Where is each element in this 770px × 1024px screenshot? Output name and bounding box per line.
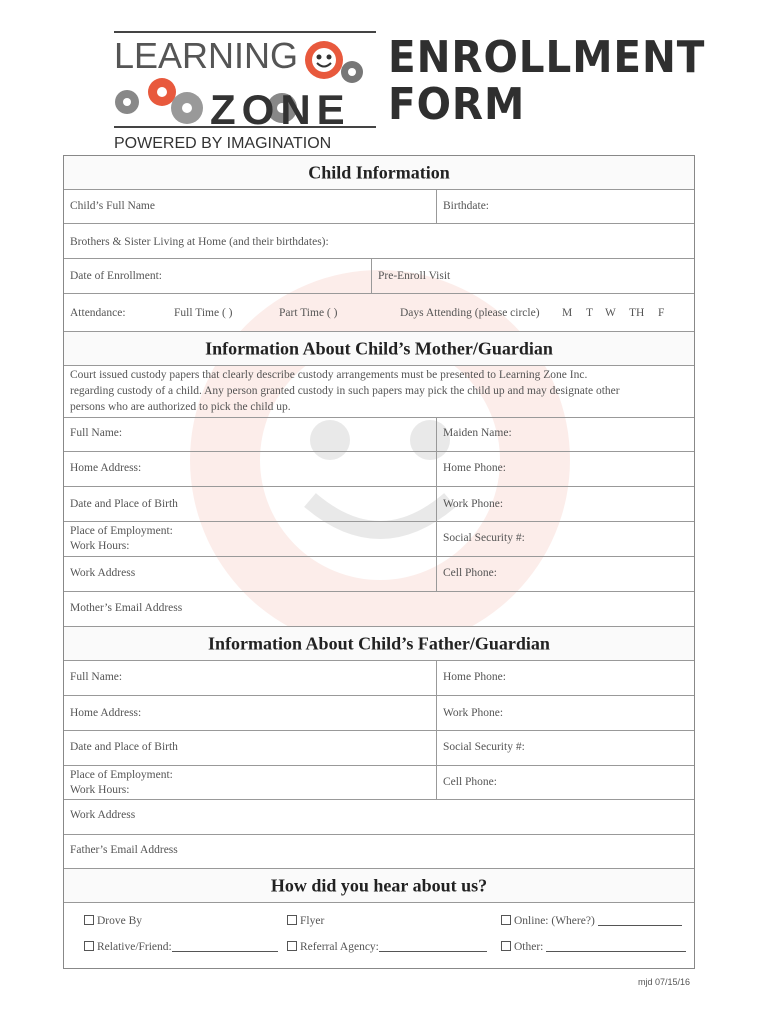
- maiden-name-field[interactable]: Maiden Name:: [443, 427, 512, 439]
- child-name-row: [64, 190, 694, 224]
- hear-section-title: How did you hear about us?: [270, 875, 488, 895]
- full-time-option[interactable]: Full Time ( ): [174, 307, 233, 319]
- father-email-row: [64, 835, 694, 869]
- relative-checkbox[interactable]: Relative/Friend:: [84, 941, 278, 953]
- siblings-field[interactable]: Brothers & Sister Living at Home (and their birthdates):: [70, 236, 329, 248]
- mother-employment-field[interactable]: Place of Employment:: [70, 525, 173, 537]
- enrollment-date-field[interactable]: Date of Enrollment:: [70, 270, 162, 282]
- mother-work-address-row: [64, 557, 694, 592]
- mother-email-row: [64, 592, 694, 627]
- father-name-row: [64, 661, 694, 696]
- checkbox-icon: [501, 915, 511, 925]
- birthdate-field[interactable]: Birthdate:: [443, 200, 489, 212]
- siblings-row: [64, 224, 694, 259]
- mother-full-name-field[interactable]: Full Name:: [70, 427, 123, 439]
- checkbox-icon: [84, 915, 94, 925]
- father-work-address-row: [64, 800, 694, 835]
- divider: [436, 731, 437, 765]
- mother-work-hours-field[interactable]: Work Hours:: [70, 540, 130, 552]
- child-section-header: [64, 156, 694, 190]
- divider: [436, 418, 437, 451]
- father-address-row: [64, 696, 694, 731]
- logo-tagline: POWERED BY IMAGINATION: [114, 135, 332, 152]
- day-option[interactable]: M: [562, 307, 573, 319]
- divider: [436, 661, 437, 695]
- father-employment-field[interactable]: Place of Employment:: [70, 769, 173, 781]
- father-employment-row: [64, 766, 694, 800]
- pre-enroll-field[interactable]: Pre-Enroll Visit: [378, 270, 451, 282]
- form-title-line2: FORM: [388, 79, 526, 130]
- part-time-option[interactable]: Part Time ( ): [279, 307, 338, 319]
- mother-section-title: Information About Child’s Mother/Guardian: [205, 338, 553, 358]
- mother-work-address-field[interactable]: Work Address: [70, 567, 136, 579]
- mother-birth-field[interactable]: Date and Place of Birth: [70, 498, 178, 510]
- checkbox-icon: [501, 941, 511, 951]
- days-attending-label: Days Attending (please circle): [400, 307, 540, 319]
- mother-section-header: [64, 332, 694, 366]
- notice-line: regarding custody of a child. Any person granted custody in such papers may pick the child up and may designate other: [70, 385, 620, 397]
- divider: [436, 766, 437, 799]
- hear-options: [64, 903, 694, 968]
- father-work-hours-field[interactable]: Work Hours:: [70, 784, 130, 796]
- mother-home-phone-field[interactable]: Home Phone:: [443, 462, 506, 474]
- divider: [436, 696, 437, 730]
- mother-birth-row: [64, 487, 694, 522]
- mother-name-row: [64, 418, 694, 452]
- day-option[interactable]: W: [605, 307, 616, 319]
- day-option[interactable]: T: [586, 307, 594, 319]
- notice-line: Court issued custody papers that clearly describe custody arrangements must be presented to Learning Zone Inc.: [70, 369, 588, 381]
- divider: [436, 522, 437, 556]
- logo-line2: ZONE: [210, 86, 351, 133]
- notice-line: persons who are authorized to pick the child up.: [70, 401, 291, 413]
- child-section-title: Child Information: [308, 162, 450, 182]
- divider: [436, 190, 437, 223]
- divider: [436, 452, 437, 486]
- small-gear-icon: [341, 61, 363, 83]
- checkbox-icon: [287, 915, 297, 925]
- mother-home-address-field[interactable]: Home Address:: [70, 462, 142, 474]
- father-ssn-field[interactable]: Social Security #:: [443, 741, 525, 753]
- father-home-phone-field[interactable]: Home Phone:: [443, 671, 506, 683]
- mother-address-row: [64, 452, 694, 487]
- father-full-name-field[interactable]: Full Name:: [70, 671, 123, 683]
- divider: [436, 557, 437, 591]
- divider: [371, 259, 372, 293]
- father-work-phone-field[interactable]: Work Phone:: [443, 707, 504, 719]
- hear-section-header: [64, 869, 694, 903]
- mother-work-phone-field[interactable]: Work Phone:: [443, 498, 504, 510]
- mother-ssn-field[interactable]: Social Security #:: [443, 532, 525, 544]
- form-title: [388, 34, 705, 128]
- footer-code: mjd 07/15/16: [638, 977, 691, 987]
- mother-email-field[interactable]: Mother’s Email Address: [70, 602, 183, 614]
- referral-checkbox[interactable]: Referral Agency:: [287, 941, 487, 953]
- day-option[interactable]: F: [658, 307, 665, 319]
- online-checkbox[interactable]: Online: (Where?): [501, 915, 682, 927]
- child-full-name-field[interactable]: Child’s Full Name: [70, 200, 155, 212]
- father-birth-row: [64, 731, 694, 766]
- checkbox-icon: [287, 941, 297, 951]
- mother-cell-phone-field[interactable]: Cell Phone:: [443, 567, 497, 579]
- enrollment-row: [64, 259, 694, 294]
- enrollment-form-table: [63, 155, 695, 969]
- other-checkbox[interactable]: Other:: [501, 941, 686, 953]
- logo-line1: LEARNING: [114, 35, 299, 76]
- mother-employment-row: [64, 522, 694, 557]
- form-title-line1: ENROLLMENT: [388, 32, 706, 83]
- learning-zone-logo: [112, 30, 380, 152]
- father-birth-field[interactable]: Date and Place of Birth: [70, 741, 178, 753]
- father-home-address-field[interactable]: Home Address:: [70, 707, 142, 719]
- father-cell-phone-field[interactable]: Cell Phone:: [443, 776, 497, 788]
- smiley-gear-icon: [305, 41, 343, 79]
- father-section-title: Information About Child’s Father/Guardian: [208, 633, 550, 653]
- custody-notice: [64, 366, 694, 418]
- flyer-checkbox[interactable]: Flyer: [287, 915, 324, 927]
- checkbox-icon: [84, 941, 94, 951]
- divider: [436, 487, 437, 521]
- father-email-field[interactable]: Father’s Email Address: [70, 844, 178, 856]
- day-option[interactable]: TH: [629, 307, 645, 319]
- father-section-header: [64, 627, 694, 661]
- father-work-address-field[interactable]: Work Address: [70, 809, 136, 821]
- attendance-row: [64, 294, 694, 332]
- attendance-label: Attendance:: [70, 307, 126, 319]
- drove-by-checkbox[interactable]: Drove By: [84, 915, 142, 927]
